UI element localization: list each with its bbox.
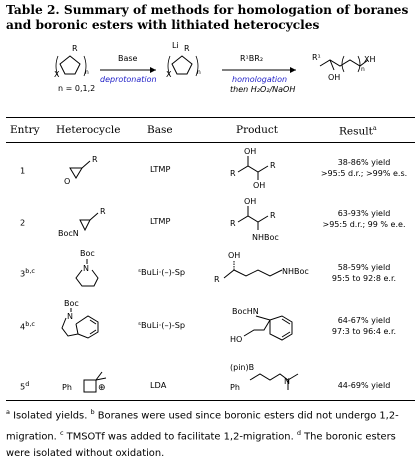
svg-text:R: R <box>100 207 106 216</box>
header-heterocycle: Heterocycle <box>56 124 121 136</box>
heterocycle-1 <box>56 150 126 190</box>
svg-text:N: N <box>83 264 89 273</box>
label-n-start: n <box>85 69 89 76</box>
svg-text:Ph: Ph <box>62 383 72 392</box>
entry-2: 2 <box>20 217 26 228</box>
heterocycle-2 <box>52 200 132 240</box>
starting-heterocycle <box>60 56 80 74</box>
label-oh-product: OH <box>328 73 341 82</box>
base-4: ˢBuLi·(–)-Sp <box>138 320 186 330</box>
svg-text:OH: OH <box>253 181 266 190</box>
homologation-label: homologation <box>232 75 288 84</box>
rule-bottom <box>6 400 415 401</box>
base-5: LDA <box>150 380 167 390</box>
base-2: LTMP <box>150 216 171 226</box>
label-r-mid: R <box>184 44 190 53</box>
product-2 <box>228 196 308 244</box>
label-n-mid: n <box>197 69 201 76</box>
svg-text:BocN: BocN <box>58 229 79 238</box>
svg-text:Boc: Boc <box>64 299 79 308</box>
svg-text:R: R <box>270 211 276 220</box>
result-3: 58-59% yield 95:5 to 92:8 e.r. <box>331 263 397 283</box>
svg-text:N: N <box>284 377 290 386</box>
label-x-start: X <box>54 70 60 79</box>
header-product: Product <box>236 124 278 136</box>
label-li: Li <box>172 41 179 50</box>
n-range-label: n = 0,1,2 <box>58 84 96 93</box>
oxygen-label: O <box>64 177 71 186</box>
svg-text:OH: OH <box>244 147 257 156</box>
result-4: 64-67% yield 97:3 to 96:4 e.r. <box>331 316 397 336</box>
rule-top <box>6 117 415 118</box>
label-x-mid: X <box>166 70 172 79</box>
rule-header <box>6 142 415 143</box>
svg-text:NHBoc: NHBoc <box>252 233 279 242</box>
base-3: ˢBuLi·(–)-Sp <box>138 267 186 277</box>
svg-text:OH: OH <box>244 197 257 206</box>
heterocycle-4 <box>54 296 134 344</box>
reaction-scheme <box>0 34 419 110</box>
header-base: Base <box>147 124 173 136</box>
footnotes: $^a$ Isolated yields. $^b$ Boranes were used since boronic esters did not undergo 1,2-migration. $^c$ TMSOTf was added to facilitate 1,2-migration. $^d$ The boronic esters were isolated without oxidation. <box>6 408 399 459</box>
deprotonation-label: deprotonation <box>100 75 157 84</box>
oxidation-label: then H₂O₂/NaOH <box>230 85 296 94</box>
reagent-label: R¹BR₂ <box>240 54 264 63</box>
base-1: LTMP <box>150 164 171 174</box>
lithiated-heterocycle <box>172 56 192 74</box>
product-1 <box>228 146 308 190</box>
result-1: 38-86% yield >95:5 d.r.; >99% e.s. <box>320 158 408 178</box>
svg-text:Ph: Ph <box>230 383 240 392</box>
svg-text:R: R <box>214 275 220 284</box>
svg-text:R: R <box>92 155 98 164</box>
product-3 <box>212 248 316 288</box>
header-result: Result$^a$ <box>339 124 377 138</box>
heterocycle-5 <box>54 360 124 400</box>
label-r-start: R <box>72 44 78 53</box>
heterocycle-3 <box>62 246 122 292</box>
svg-text:N: N <box>67 312 73 321</box>
svg-text:NHBoc: NHBoc <box>282 267 309 276</box>
header-entry: Entry <box>10 124 40 136</box>
label-r1-product: R¹ <box>312 53 321 62</box>
product-4 <box>226 300 312 346</box>
entry-3: 3$^{b,c}$ <box>20 267 35 279</box>
sulfonium-plus: ⊕ <box>98 383 106 393</box>
svg-text:BocHN: BocHN <box>232 307 259 316</box>
result-5: 44-69% yield <box>337 381 391 390</box>
svg-text:Boc: Boc <box>80 249 95 258</box>
entry-1: 1 <box>20 165 26 176</box>
svg-text:OH: OH <box>228 251 241 260</box>
svg-text:R: R <box>230 219 236 228</box>
svg-text:R: R <box>270 161 276 170</box>
svg-text:(pin)B: (pin)B <box>230 363 255 372</box>
product-5 <box>228 358 314 398</box>
entry-5: 5$^d$ <box>20 380 30 392</box>
entry-4: 4$^{b,c}$ <box>20 320 35 332</box>
result-2: 63-93% yield >95:5 d.r.; 99 % e.e. <box>322 209 406 229</box>
table-title: Table 2. Summary of methods for homologation of boranes and boronic esters with lithiated heterocycles <box>6 3 409 32</box>
label-n-product: n <box>361 66 365 73</box>
svg-text:R: R <box>230 169 236 178</box>
svg-text:HO: HO <box>230 335 243 344</box>
base-label: Base <box>118 54 138 63</box>
label-xh-product: XH <box>364 55 376 64</box>
